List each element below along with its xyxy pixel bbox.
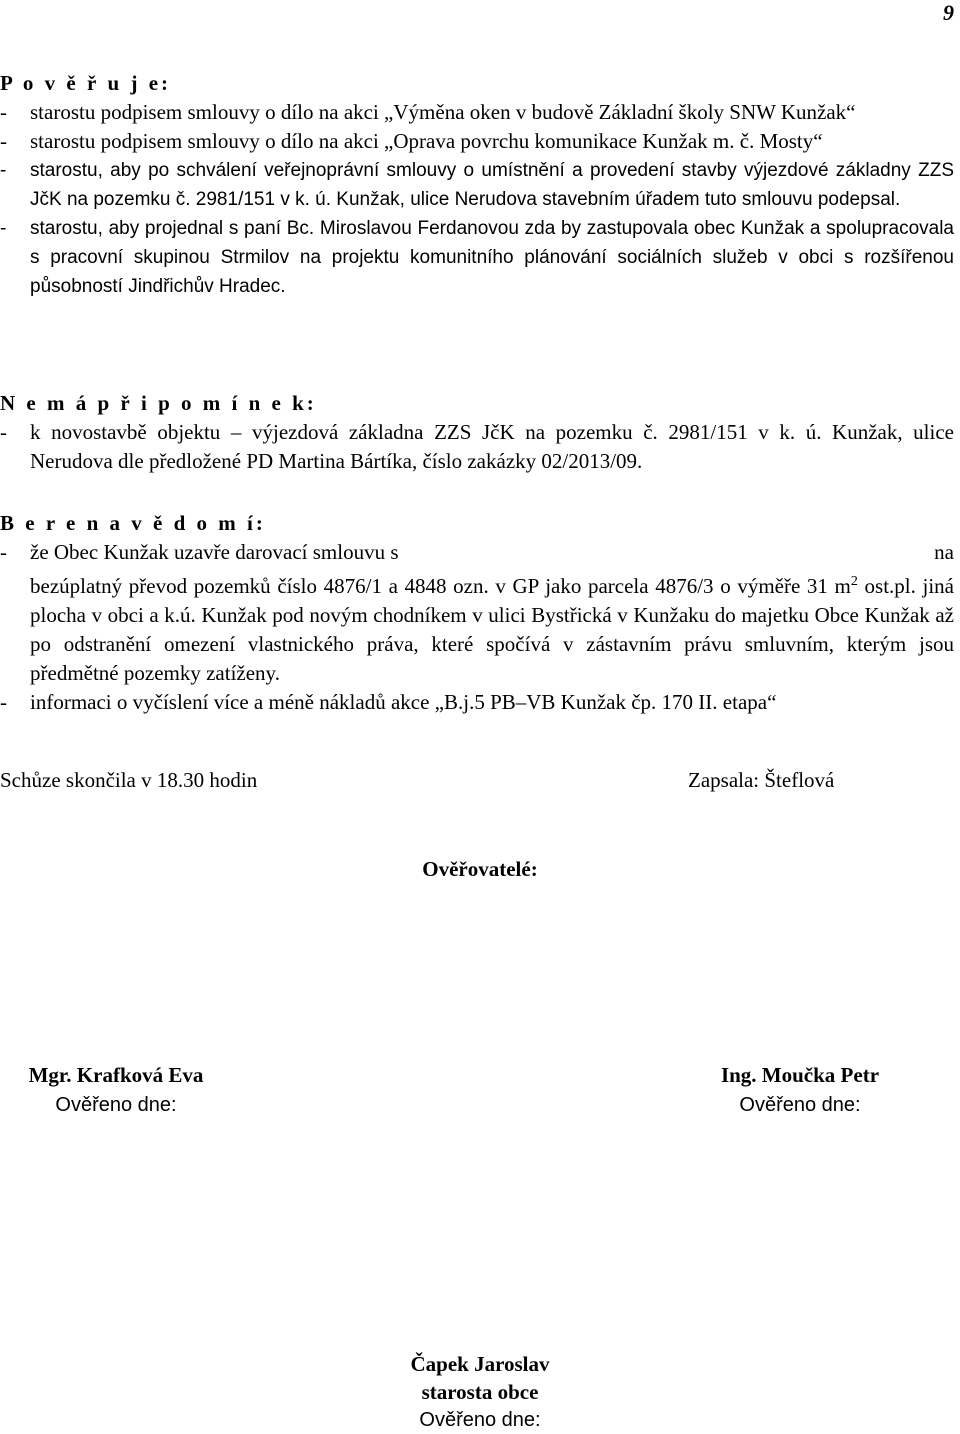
item-text: k novostavbě objektu – výjezdová základna ZZS JčK na pozemku č. 2981/151 v k. ú. Kunžak, ulice Nerudova dle předložené PD Martina Bártíka, číslo zakázky 02/2013/09. — [30, 420, 954, 473]
item-text: že Obec Kunžak uzavře darovací smlouvu s — [30, 540, 399, 564]
verifier-2-date: Ověřeno dne: — [739, 1094, 861, 1116]
list-item — [0, 688, 954, 717]
list-item — [0, 214, 954, 301]
verifier-1 — [0, 1060, 232, 1120]
item-text: ost.pl. jiná plocha v obci a k.ú. Kunžak pod novým chodníkem v ulici Bystřická v Kunžaku do majetku Obce Kunžak až po odstranění omezení vlastnického práva, které spočívá v zástavním právu smluvním, kterým jsou předmětné pozemky zatíženy. — [30, 574, 954, 685]
page-number: 9 — [943, 0, 954, 25]
section-heading-nema-pripominek: N e m á p ř i p o m í n e k: — [0, 391, 317, 415]
item-first-line — [30, 538, 954, 567]
superscript: 2 — [850, 574, 858, 589]
item-text: informaci o vyčíslení více a méně nákladů akce „B.j.5 PB–VB Kunžak čp. 170 II. etapa“ — [30, 690, 777, 714]
list-dash: - — [0, 129, 7, 153]
item-text-na: na — [934, 540, 954, 564]
section-heading-bere-na-vedomi: B e r e n a v ě d o m í: — [0, 511, 266, 535]
mayor-title: starosta obce — [421, 1380, 539, 1404]
verifier-1-date: Ověřeno dne: — [55, 1094, 177, 1116]
verifiers-heading: Ověřovatelé: — [422, 857, 538, 881]
list-item — [0, 98, 954, 127]
list-dash: - — [0, 160, 7, 181]
list-dash: - — [0, 218, 7, 239]
recorded-by-text: Zapsala: Šteflová — [688, 768, 835, 792]
list-item — [0, 156, 954, 214]
verifier-1-name: Mgr. Krafková Eva — [28, 1063, 204, 1087]
list-dash: - — [0, 420, 7, 444]
mayor-name: Čapek Jaroslav — [410, 1352, 550, 1376]
mayor-signature — [0, 1350, 960, 1434]
section-nema-pripominek — [0, 388, 954, 476]
list-item — [0, 418, 954, 476]
item-text: starostu podpisem smlouvy o dílo na akci „Oprava povrchu komunikace Kunžak m. č. Mosty“ — [30, 129, 823, 153]
section-poveruje — [0, 68, 954, 301]
verifier-2-name: Ing. Moučka Petr — [720, 1063, 880, 1087]
list-dash: - — [0, 540, 7, 564]
list-item — [0, 538, 954, 688]
item-text: starostu, aby po schválení veřejnoprávní smlouvy o umístnění a provedení stavby výjezdové základny ZZS JčK na pozemku č. 2981/151 v k. ú. Kunžak, ulice Nerudova stavebním úřadem tuto smlouvu podepsal. — [30, 160, 954, 210]
item-text: starostu podpisem smlouvy o dílo na akci „Výměna oken v budově Základní školy SNW Kunžak“ — [30, 100, 856, 124]
meeting-end-text: Schůze skončila v 18.30 hodin — [0, 768, 258, 792]
item-text: starostu, aby projednal s paní Bc. Miroslavou Ferdanovou zda by zastupovala obec Kunžak a spolupracovala s pracovní skupinou Strmilov na projektu komunitního plánování sociálních služeb v obci s rozšířenou působností Jindřichův Hradec. — [30, 218, 954, 297]
list-dash: - — [0, 690, 7, 714]
section-heading-poveruje: P o v ě ř u j e: — [0, 71, 172, 95]
list-item — [0, 127, 954, 156]
list-dash: - — [0, 100, 7, 124]
section-bere-na-vedomi — [0, 508, 954, 717]
verifier-2 — [690, 1060, 910, 1120]
mayor-date: Ověřeno dne: — [419, 1409, 541, 1431]
item-text: bezúplatný převod pozemků číslo 4876/1 a 4848 ozn. v GP jako parcela 4876/3 o výměře 31 m — [30, 574, 851, 598]
